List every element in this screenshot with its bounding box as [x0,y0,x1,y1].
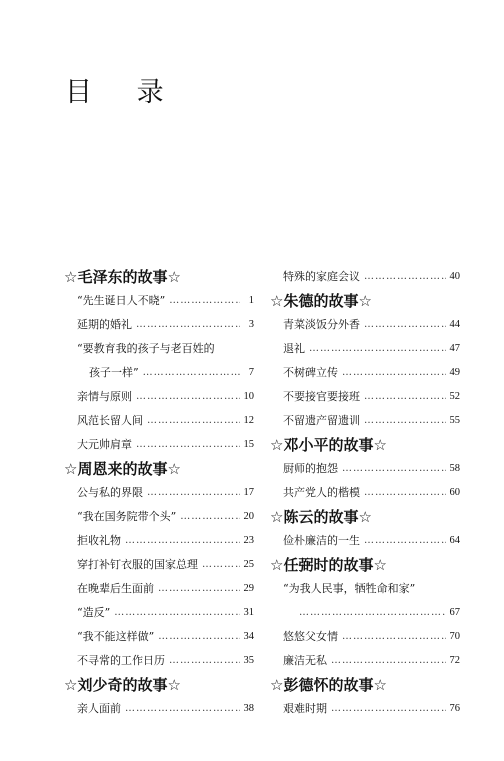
toc-page-number: 72 [449,655,460,666]
toc-entry-title: “先生诞日人不晓” [77,294,166,307]
toc-leader-dots [331,697,446,721]
toc-entry-title: 风范长留人间 [77,414,143,427]
toc-leader-dots [125,697,240,721]
toc-page-number: 52 [449,391,460,402]
toc-leader-dots [147,409,240,433]
toc-entry[interactable] [270,601,460,625]
toc-entry[interactable] [64,361,254,385]
toc-leader-dots [143,361,240,385]
toc-entry-title: “我在国务院带个头” [77,510,177,523]
toc-page-number: 44 [449,319,460,330]
toc-leader-dots [364,313,446,337]
toc-section-heading: ☆彭德怀的故事☆ [270,676,387,694]
toc-page-number: 25 [243,559,254,570]
toc-page-number: 49 [449,367,460,378]
toc-entry[interactable] [64,505,254,529]
toc-page-number: 70 [449,631,460,642]
toc-entry-title: 穿打补钉衣服的国家总理 [77,558,198,571]
toc-section-heading: ☆毛泽东的故事☆ [64,268,181,286]
toc-entry[interactable] [64,337,254,361]
toc-entry[interactable] [64,481,254,505]
toc-section-heading: ☆邓小平的故事☆ [270,436,387,454]
toc-page-number: 40 [449,271,460,282]
toc-entry[interactable] [64,529,254,553]
toc-page-number: 7 [248,367,254,378]
toc-page-number: 34 [243,631,254,642]
toc-entry-title: 俭朴廉洁的一生 [283,534,360,547]
toc-entry-title: 大元帅肩章 [77,438,132,451]
toc-page-number: 58 [449,463,460,474]
toc-entry[interactable] [270,529,460,553]
toc-leader-dots [309,337,446,361]
toc-leader-dots [299,601,446,625]
toc-entry-title: 青菜淡饭分外香 [283,318,360,331]
toc-entry-title: 特殊的家庭会议 [283,270,360,283]
toc-leader-dots [136,313,240,337]
toc-leader-dots [202,553,240,577]
toc-page-number: 1 [248,295,254,306]
toc-entry[interactable] [270,409,460,433]
toc-section-heading: ☆朱德的故事☆ [270,292,372,310]
toc-entry[interactable] [270,577,460,601]
toc-entry-title: “要教育我的孩子与老百姓的 [77,342,215,355]
toc-leader-dots [364,409,446,433]
toc-entry[interactable] [270,313,460,337]
toc-page-number: 12 [243,415,254,426]
toc-entry[interactable] [64,385,254,409]
toc-leader-dots [364,265,446,289]
toc-leader-dots [342,457,446,481]
toc-right-column [270,265,460,721]
toc-section-heading: ☆陈云的故事☆ [270,508,372,526]
toc-page-number: 31 [243,607,254,618]
toc-leader-dots [147,481,240,505]
toc-entry-title: “我不能这样做” [77,630,155,643]
toc-section-heading: ☆周恩来的故事☆ [64,460,181,478]
toc-entry-title: 悠悠父女情 [283,630,338,643]
toc-entry-title: 共产党人的楷模 [283,486,360,499]
toc-entry-title: 不留遗产留遗训 [283,414,360,427]
toc-section-heading: ☆任弼时的故事☆ [270,556,387,574]
toc-page-number: 35 [243,655,254,666]
toc-entry[interactable] [64,577,254,601]
toc-page-number: 10 [243,391,254,402]
toc-entry[interactable] [270,385,460,409]
toc-section-heading: ☆刘少奇的故事☆ [64,676,181,694]
toc-entry[interactable] [64,649,254,673]
toc-leader-dots [158,577,240,601]
toc-entry-title: 厨师的抱怨 [283,462,338,475]
toc-leader-dots [136,433,240,457]
toc-entry[interactable] [64,313,254,337]
toc-leader-dots [331,649,446,673]
toc-page-number: 29 [243,583,254,594]
toc-leader-dots [342,625,446,649]
toc-leader-dots [180,505,239,529]
toc-entry-title: 不树碑立传 [283,366,338,379]
toc-entry[interactable] [64,625,254,649]
toc-entry-title: 在晚辈后生面前 [77,582,154,595]
toc-entry-title: 不要接官要接班 [283,390,360,403]
toc-entry[interactable] [64,433,254,457]
toc-entry-title: 亲情与原则 [77,390,132,403]
toc-entry-title: 孩子一样” [89,366,139,379]
toc-page-number: 38 [243,703,254,714]
toc-page-number: 64 [449,535,460,546]
toc-page-number: 67 [449,607,460,618]
toc-page-number: 17 [243,487,254,498]
toc-leader-dots [158,625,239,649]
toc-entry-title: 艰难时期 [283,702,327,715]
toc-page-number: 55 [449,415,460,426]
toc-entry[interactable] [64,553,254,577]
toc-page-number: 20 [243,511,254,522]
toc-entry[interactable] [270,649,460,673]
toc-entry[interactable] [270,625,460,649]
toc-entry[interactable] [270,361,460,385]
toc-page-number: 76 [449,703,460,714]
toc-entry[interactable] [64,697,254,721]
toc-page-number: 47 [449,343,460,354]
toc-leader-dots [125,529,240,553]
toc-entry-title: 拒收礼物 [77,534,121,547]
toc-left-column [64,265,254,721]
toc-entry[interactable] [64,409,254,433]
toc-entry-title: 延期的婚礼 [77,318,132,331]
toc-entry-title: 不寻常的工作日历 [77,654,165,667]
toc-entry[interactable] [64,289,254,313]
toc-entry[interactable] [270,337,460,361]
toc-page-number: 15 [243,439,254,450]
toc-page-number: 3 [248,319,254,330]
toc-entry-title: “造反” [77,606,111,619]
toc-page-number: 23 [243,535,254,546]
toc-leader-dots [169,649,240,673]
toc-entry[interactable] [64,601,254,625]
toc-leader-dots [364,481,446,505]
toc-leader-dots [342,361,446,385]
toc-leader-dots [136,385,240,409]
toc-leader-dots [364,529,446,553]
page-title: 目 录 [65,77,182,108]
toc-leader-dots [364,385,446,409]
toc-entry[interactable] [270,457,460,481]
toc-entry[interactable] [270,481,460,505]
toc-page-number: 60 [449,487,460,498]
toc-entry-title: 廉洁无私 [283,654,327,667]
toc-entry[interactable] [270,697,460,721]
toc-entry-title: 退礼 [283,342,305,355]
toc-leader-dots [169,289,240,313]
toc-entry-title: 公与私的界限 [77,486,143,499]
toc-entry[interactable] [270,265,460,289]
toc-entry-title: “为我人民事，牺牲命和家” [283,582,416,595]
toc-entry-title: 亲人面前 [77,702,121,715]
toc-leader-dots [114,601,239,625]
